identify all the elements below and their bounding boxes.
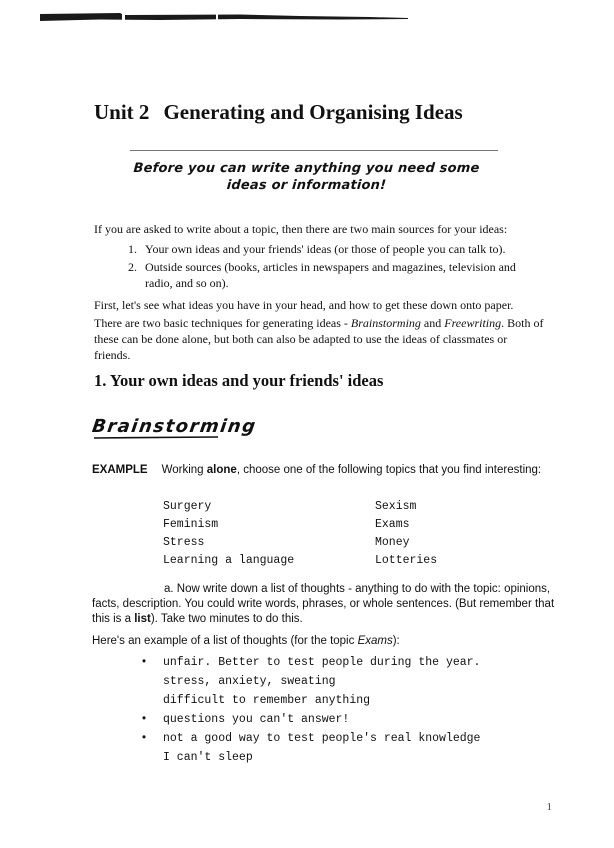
paragraph-sources-intro: If you are asked to write about a topic, then there are two main sources for your ideas:	[94, 222, 508, 236]
table-row: Learning a language Lotteries	[163, 554, 438, 567]
title-divider	[130, 150, 498, 151]
example-list-intro: Here's an example of a list of thoughts (for the topic Exams):	[92, 635, 400, 647]
section-title: 1. Your own ideas and your friends' ideas	[94, 371, 384, 390]
table-row: Surgery Sexism	[163, 500, 417, 513]
thoughts-list	[142, 656, 542, 770]
list-item: 1. Your own ideas and your friends' ideas (or those of people you can talk to).	[128, 242, 506, 256]
list-item: stress, anxiety, sweating	[163, 675, 336, 688]
intro-line-1: Before you can write anything you need some	[132, 161, 481, 176]
term-brainstorming: Brainstorming	[350, 316, 421, 330]
svg-text:Brainstorming: Brainstorming	[90, 416, 259, 437]
list-item: 2. Outside sources (books, articles in newspapers and magazines, television and radio, and so on).	[128, 260, 516, 290]
list-item: difficult to remember anything	[163, 694, 371, 707]
example-instruction: EXAMPLE Working alone, choose one of the following topics that you find interesting:	[92, 464, 542, 476]
bullet-icon: •	[142, 732, 147, 744]
unit-title	[94, 100, 463, 125]
table-row: Stress Money	[163, 536, 410, 549]
bullet-icon: •	[142, 713, 147, 725]
intro-line-2: ideas or information!	[226, 178, 387, 193]
bullet-icon: •	[142, 656, 147, 668]
paragraph-first: First, let's see what ideas you have in your head, and how to get these down onto paper.	[94, 298, 514, 312]
page-number: 1	[546, 801, 552, 813]
brainstorming-heading	[90, 414, 259, 442]
handwritten-intro	[0, 160, 613, 194]
top-decorative-bar	[40, 12, 408, 22]
list-item: • questions you can't answer!	[142, 713, 350, 726]
unit-name: Generating and Organising Ideas	[163, 100, 463, 124]
example-label: EXAMPLE	[92, 464, 148, 476]
list-item: • not a good way to test people's real knowledge	[142, 732, 481, 745]
paragraph-techniques: There are two basic techniques for generating ideas - Brainstorming and Freewriting. Both of these can be done alone, but both can also be adapted to use the ideas of classmates or friends.	[94, 316, 544, 362]
topics-table	[163, 500, 463, 572]
term-freewriting: Freewriting	[444, 316, 502, 330]
instruction-a: a. Now write down a list of thoughts - anything to do with the topic: opinions, facts, description. You could write words, phrases, or whole sentences. (But remember that this is a list). Take two minutes to do this.	[92, 583, 555, 625]
table-row: Feminism Exams	[163, 518, 410, 531]
list-item: • unfair. Better to test people during the year.	[142, 656, 481, 669]
unit-number: Unit 2	[94, 100, 150, 124]
list-item: I can't sleep	[163, 751, 253, 764]
sources-list	[128, 241, 546, 293]
